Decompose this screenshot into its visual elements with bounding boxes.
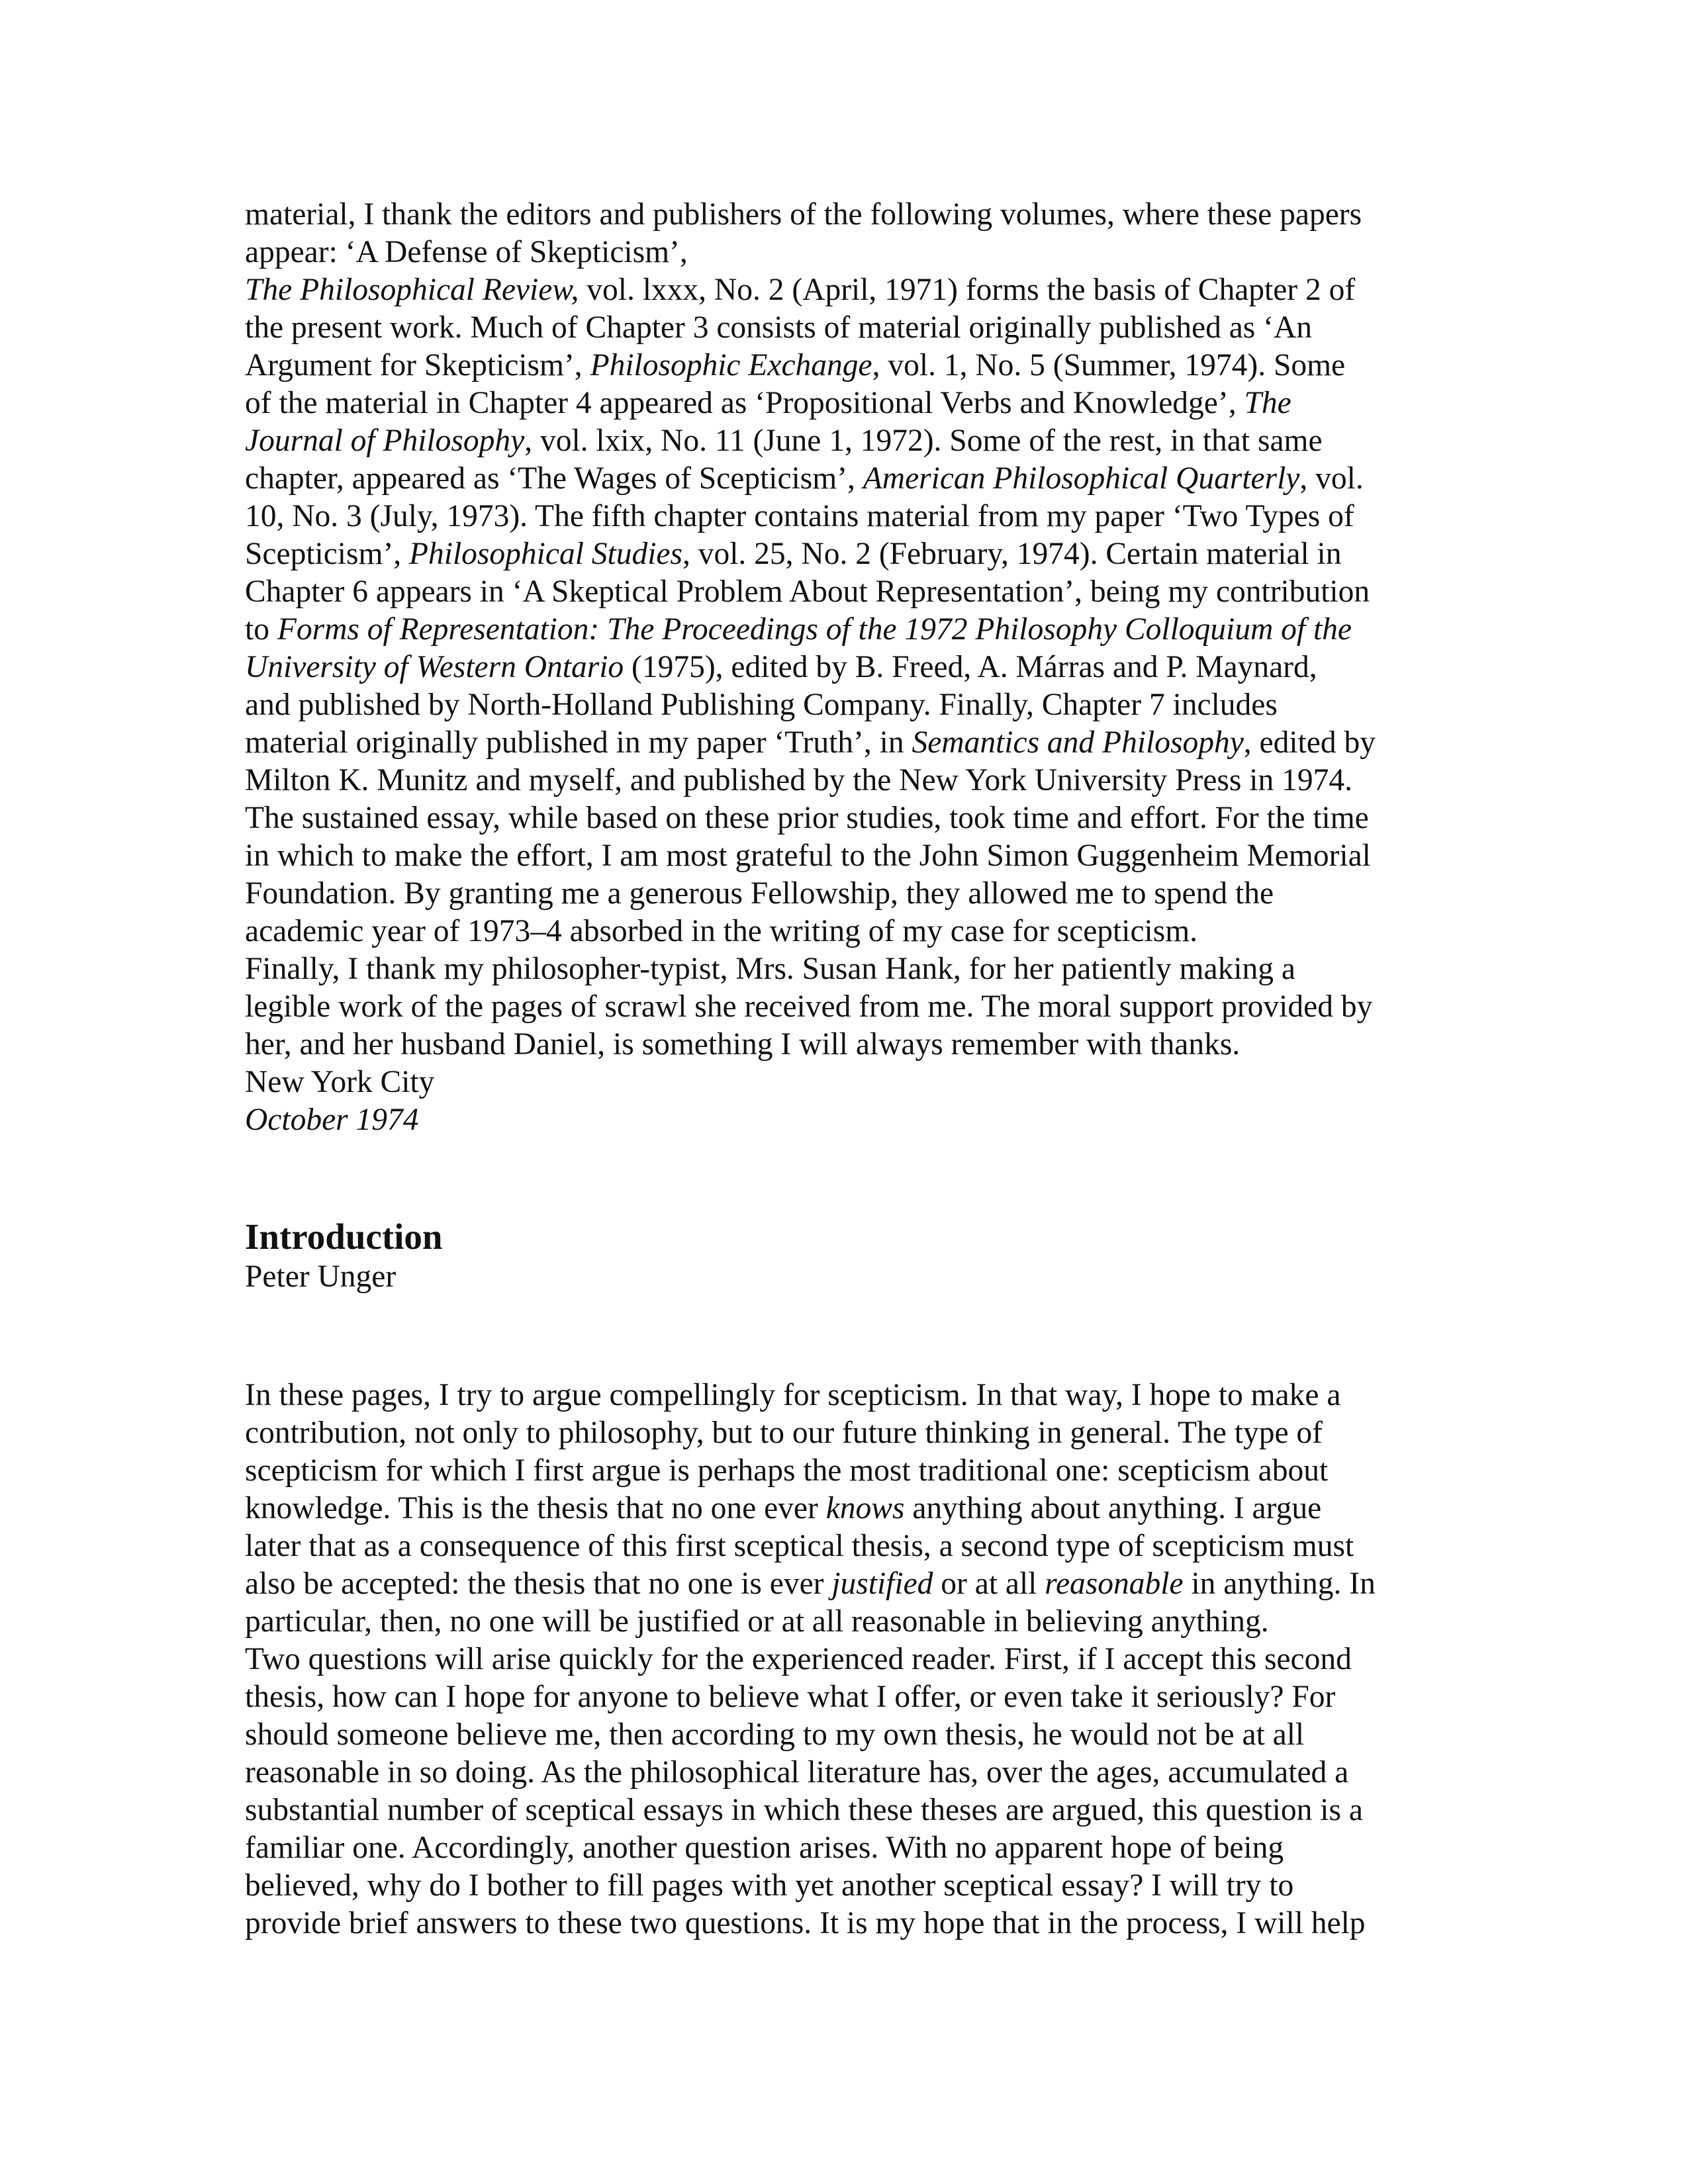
text-line: in which to make the effort, I am most grateful to the John Simon Guggenheim Memorial [245,839,1371,873]
text-line: chapter, appeared as ‘The Wages of Scepticism’, American Philosophical Quarterly, vol. [245,461,1364,496]
text-line: reasonable in so doing. As the philosophical literature has, over the ages, accumulated a [245,1755,1349,1790]
text-line: the present work. Much of Chapter 3 consists of material originally published as ‘An [245,310,1313,345]
text-line: Two questions will arise quickly for the experienced reader. First, if I accept this second [245,1642,1352,1676]
text-line: material originally published in my paper ‘Truth’, in Semantics and Philosophy, edited by [245,725,1376,760]
text-line: legible work of the pages of scrawl she received from me. The moral support provided by [245,989,1373,1024]
text-line: Chapter 6 appears in ‘A Skeptical Problem About Representation’, being my contribution [245,574,1370,609]
text-line: believed, why do I bother to fill pages with yet another sceptical essay? I will try to [245,1868,1294,1903]
italic-text: Journal of Philosophy [245,424,525,458]
text-line: knowledge. This is the thesis that no one ever knows anything about anything. I argue [245,1491,1322,1525]
text-line: Argument for Skepticism’, Philosophic Exchange, vol. 1, No. 5 (Summer, 1974). Some [245,348,1346,383]
text-line: familiar one. Accordingly, another question arises. With no apparent hope of being [245,1831,1284,1865]
text-line: her, and her husband Daniel, is something I will always remember with thanks. [245,1027,1241,1062]
text-line: particular, then, no one will be justified or at all reasonable in believing anything. [245,1604,1269,1639]
italic-text: justified [831,1567,933,1601]
text-line: 10, No. 3 (July, 1973). The fifth chapter contains material from my paper ‘Two Types of [245,499,1354,533]
italic-text: Semantics and Philosophy [912,725,1244,760]
document-page [245,196,1450,1942]
text-line: The Philosophical Review, vol. lxxx, No. 2 (April, 1971) forms the basis of Chapter 2 of [245,273,1356,307]
dateline-date [245,1101,1450,1139]
italic-text: American Philosophical Quarterly [863,461,1300,496]
section-heading-introduction: Introduction [245,1216,443,1257]
text-line: and published by North-Holland Publishing Company. Finally, Chapter 7 includes [245,688,1278,722]
text-line: University of Western Ontario (1975), edited by B. Freed, A. Márras and P. Maynard, [245,650,1317,684]
text-line: Foundation. By granting me a generous Fellowship, they allowed me to spend the [245,876,1274,911]
text-line: later that as a consequence of this first sceptical thesis, a second type of scepticism must [245,1529,1354,1563]
italic-text: Forms of Representation: The Proceedings of the 1972 Philosophy Colloquium of the [277,612,1352,647]
text-line: Scepticism’, Philosophical Studies, vol. 25, No. 2 (February, 1974). Certain material in [245,537,1342,571]
text-line: substantial number of sceptical essays in which these theses are argued, this question is a [245,1793,1363,1827]
text-line: to Forms of Representation: The Proceedings of the 1972 Philosophy Colloquium of the [245,612,1352,647]
text-line: In these pages, I try to argue compellingly for scepticism. In that way, I hope to make a [245,1378,1341,1412]
text-line: thesis, how can I hope for anyone to believe what I offer, or even take it seriously? For [245,1680,1336,1714]
text-line: contribution, not only to philosophy, but to our future thinking in general. The type of [245,1416,1323,1450]
introduction-paragraph [245,1377,1450,1942]
text-line: Finally, I thank my philosopher-typist, Mrs. Susan Hank, for her patiently making a [245,952,1295,986]
text-line: also be accepted: the thesis that no one is ever justified or at all reasonable in anything. In [245,1567,1376,1601]
acknowledgements-paragraph [245,196,1450,1064]
text-line: of the material in Chapter 4 appeared as ‘Propositional Verbs and Knowledge’, The [245,386,1291,420]
dateline-place: New York City [245,1065,435,1099]
text-line: The sustained essay, while based on these prior studies, took time and effort. For the time [245,801,1369,835]
text-line: academic year of 1973–4 absorbed in the writing of my case for scepticism. [245,914,1198,948]
italic-text: The [1244,386,1291,420]
italic-text: The Philosophical Review, [245,273,579,307]
text-line: Milton K. Munitz and myself, and published by the New York University Press in 1974. [245,763,1352,797]
dateline-date-text: October 1974 [245,1103,419,1137]
text-line: scepticism for which I first argue is perhaps the most traditional one: scepticism about [245,1453,1329,1488]
italic-text: knows [825,1491,905,1525]
text-line: material, I thank the editors and publishers of the following volumes, where these papers [245,197,1362,232]
italic-text: University of Western Ontario [245,650,624,684]
text-line: appear: ‘A Defense of Skepticism’, [245,235,688,269]
author-name: Peter Unger [245,1259,397,1294]
text-line: Journal of Philosophy, vol. lxix, No. 11 (June 1, 1972). Some of the rest, in that same [245,424,1323,458]
italic-text: reasonable [1045,1567,1184,1601]
text-line: should someone believe me, then according to my own thesis, he would not be at all [245,1717,1305,1752]
text-line: provide brief answers to these two questions. It is my hope that in the process, I will help [245,1906,1366,1940]
italic-text: Philosophic Exchange [590,348,872,383]
italic-text: Philosophical Studies [409,537,682,571]
